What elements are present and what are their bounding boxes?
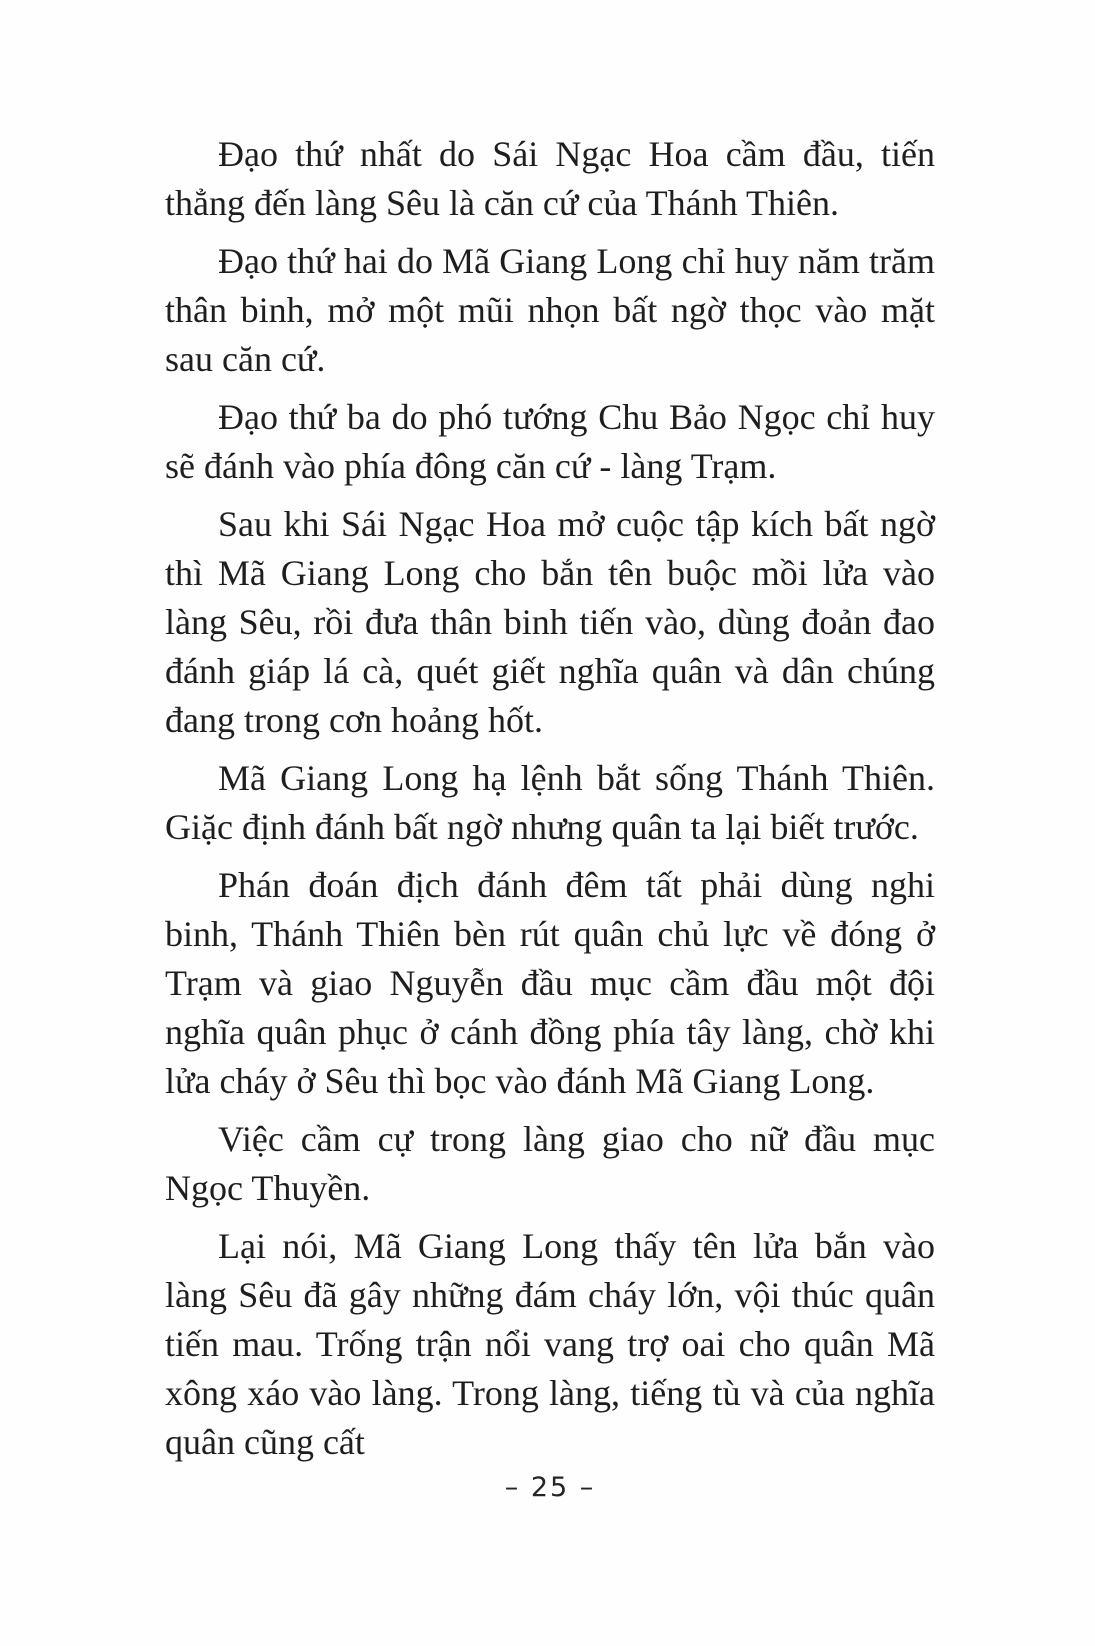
- paragraph: Sau khi Sái Ngạc Hoa mở cuộc tập kích bất ngờ thì Mã Giang Long cho bắn tên buộc mồi lửa vào làng Sêu, rồi đưa thân binh tiến vào, dùng đoản đao đánh giáp lá cà, quét giết nghĩa quân và dân chúng đang trong cơn hoảng hốt.: [165, 504, 935, 740]
- paragraph: Mã Giang Long hạ lệnh bắt sống Thánh Thiên. Giặc định đánh bất ngờ nhưng quân ta lại biết trước.: [165, 758, 935, 847]
- page-number: – 25 –: [504, 1472, 596, 1503]
- paragraph: Phán đoán địch đánh đêm tất phải dùng nghi binh, Thánh Thiên bèn rút quân chủ lực về đóng ở Trạm và giao Nguyễn đầu mục cầm đầu một đội nghĩa quân phục ở cánh đồng phía tây làng, chờ khi lửa cháy ở Sêu thì bọc vào đánh Mã Giang Long.: [165, 865, 935, 1101]
- body-text: [165, 130, 935, 1467]
- paragraph: Đạo thứ hai do Mã Giang Long chỉ huy năm trăm thân binh, mở một mũi nhọn bất ngờ thọc vào mặt sau căn cứ.: [165, 241, 935, 379]
- paragraph: Đạo thứ nhất do Sái Ngạc Hoa cầm đầu, tiến thẳng đến làng Sêu là căn cứ của Thánh Thiên.: [165, 134, 935, 223]
- paragraph: Lại nói, Mã Giang Long thấy tên lửa bắn vào làng Sêu đã gây những đám cháy lớn, vội thúc quân tiến mau. Trống trận nổi vang trợ oai cho quân Mã xông xáo vào làng. Trong làng, tiếng tù và của nghĩa quân cũng cất: [165, 1226, 935, 1462]
- paragraph: Đạo thứ ba do phó tướng Chu Bảo Ngọc chỉ huy sẽ đánh vào phía đông căn cứ - làng Trạm.: [165, 397, 935, 486]
- paragraph: Việc cầm cự trong làng giao cho nữ đầu mục Ngọc Thuyền.: [165, 1119, 935, 1208]
